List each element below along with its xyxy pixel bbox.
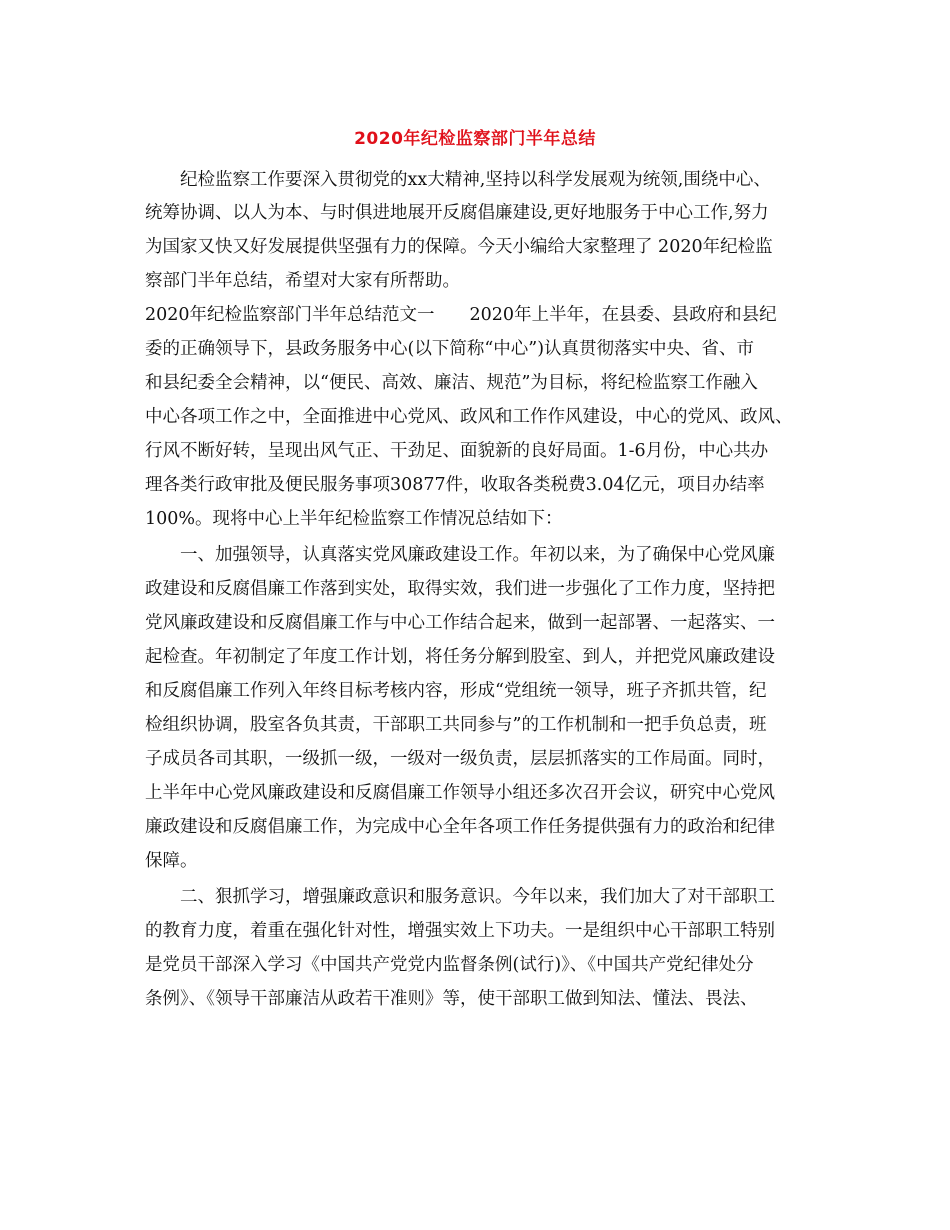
text-line: 察部门半年总结，希望对大家有所帮助。 bbox=[145, 271, 460, 291]
text-line: 政建设和反腐倡廉工作落到实处，取得实效，我们进一步强化了工作力度，坚持把 bbox=[145, 579, 775, 599]
text-line: 上半年中心党风廉政建设和反腐倡廉工作领导小组还多次召开会议，研究中心党风 bbox=[145, 783, 775, 803]
text-line: 条例》、《领导干部廉洁从政若干准则》等，使干部职工做到知法、懂法、畏法、 bbox=[145, 989, 758, 1009]
text-line: 保障。 bbox=[145, 851, 198, 871]
text-line: 2020年纪检监察部门半年总结范文一 2020年上半年，在县委、县政府和县纪 bbox=[145, 305, 777, 325]
text-line: 二、狠抓学习，增强廉政意识和服务意识。今年以来，我们加大了对干部职工 bbox=[180, 887, 775, 907]
text-line: 理各类行政审批及便民服务事项30877件，收取各类税费3.04亿元，项目办结率 bbox=[145, 475, 765, 495]
text-line: 是党员干部深入学习《中国共产党党内监督条例(试行)》、《中国共产党纪律处分 bbox=[145, 955, 754, 975]
text-line: 廉政建设和反腐倡廉工作，为完成中心全年各项工作任务提供强有力的政治和纪律 bbox=[145, 817, 775, 837]
text-line: 起检查。年初制定了年度工作计划，将任务分解到股室、到人，并把党风廉政建设 bbox=[145, 647, 775, 667]
text-line: 行风不断好转，呈现出风气正、干劲足、面貌新的良好局面。1-6月份，中心共办 bbox=[145, 441, 769, 461]
text-line: 党风廉政建设和反腐倡廉工作与中心工作结合起来，做到一起部署、一起落实、一 bbox=[145, 613, 775, 633]
text-line: 委的正确领导下，县政务服务中心(以下简称“中心”)认真贯彻落实中央、省、市 bbox=[145, 339, 755, 359]
text-line: 统筹协调、以人为本、与时俱进地展开反腐倡廉建设,更好地服务于中心工作,努力 bbox=[145, 203, 769, 223]
text-line: 纪检监察工作要深入贯彻党的xx大精神,坚持以科学发展观为统领,围绕中心、 bbox=[180, 170, 771, 190]
text-line: 的教育力度，着重在强化针对性，增强实效上下功夫。一是组织中心干部职工特别 bbox=[145, 921, 775, 941]
text-line: 一、加强领导，认真落实党风廉政建设工作。年初以来，为了确保中心党风廉 bbox=[180, 545, 775, 565]
text-line: 中心各项工作之中，全面推进中心党风、政风和工作作风建设，中心的党风、政风、 bbox=[145, 407, 793, 427]
text-line: 和反腐倡廉工作列入年终目标考核内容，形成“党组统一领导，班子齐抓共管，纪 bbox=[145, 681, 767, 701]
text-line: 检组织协调，股室各负其责，干部职工共同参与”的工作机制和一把手负总责，班 bbox=[145, 715, 767, 735]
text-line: 和县纪委全会精神，以“便民、高效、廉洁、规范”为目标，将纪检监察工作融入 bbox=[145, 373, 758, 393]
text-line: 子成员各司其职，一级抓一级，一级对一级负责，层层抓落实的工作局面。同时， bbox=[145, 749, 775, 769]
text-line: 为国家又快又好发展提供坚强有力的保障。今天小编给大家整理了 2020年纪检监 bbox=[145, 237, 773, 257]
text-line: 100%。现将中心上半年纪检监察工作情况总结如下： bbox=[145, 509, 563, 529]
document-title: 2020年纪检监察部门半年总结 bbox=[354, 129, 596, 149]
